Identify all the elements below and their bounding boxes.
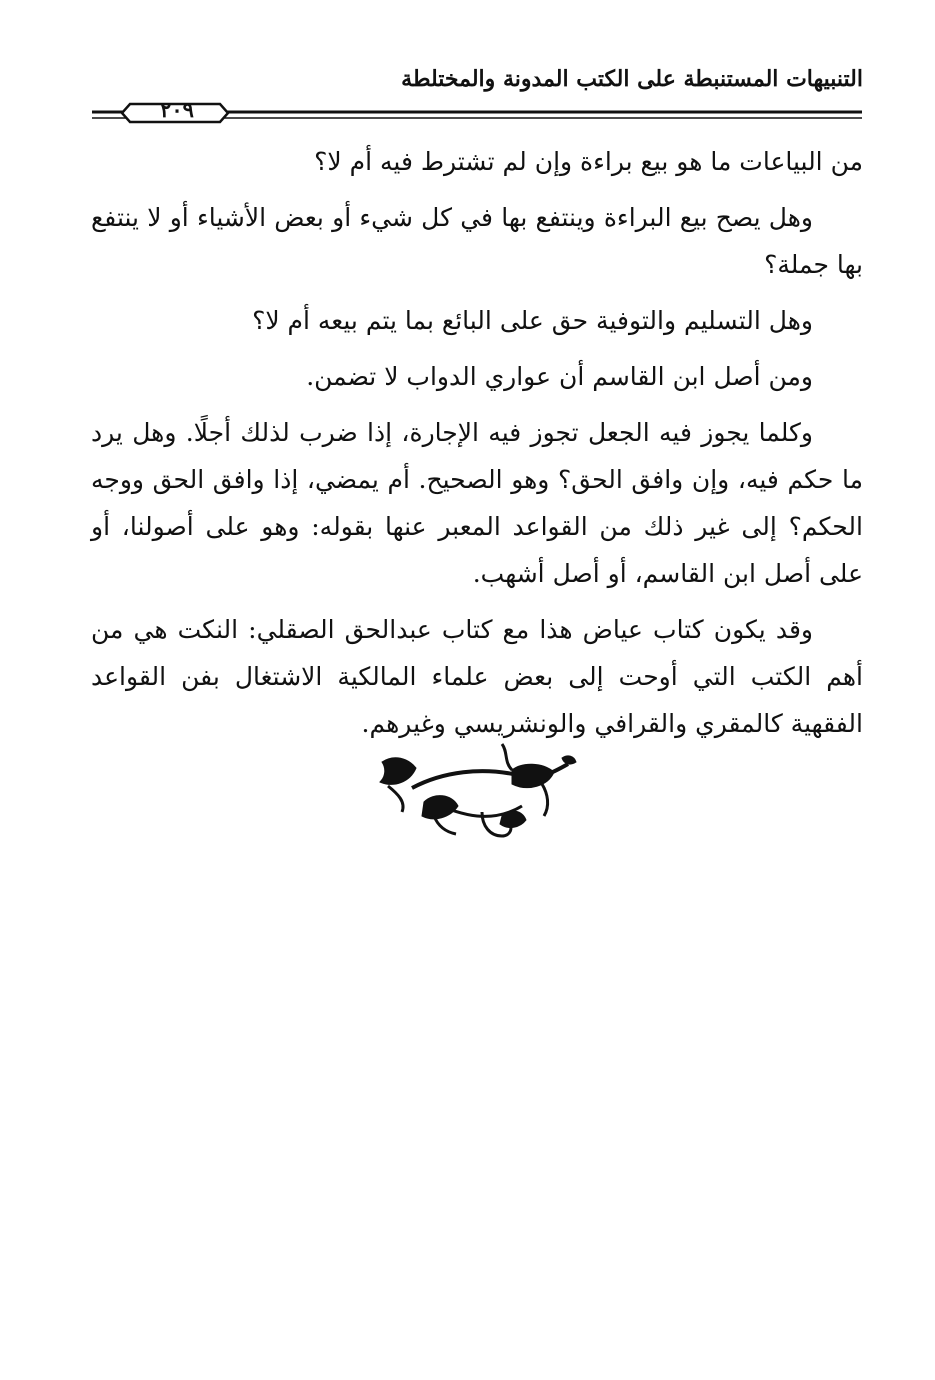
floral-ornament-icon [372, 736, 582, 844]
page-number: ٢٠٩ [160, 96, 194, 122]
paragraph: وقد يكون كتاب عياض هذا مع كتاب عبدالحق الصقلي: النكت هي من أهم الكتب التي أوحت إلى بعض علماء المالكية الاشتغال بفن القواعد الفقهية كالمقري والقرافي والونشريسي وغيرهم. [91, 615, 863, 738]
body-text [91, 138, 863, 756]
paragraph: من البياعات ما هو بيع براءة وإن لم تشترط فيه أم لا؟ [314, 147, 863, 176]
paragraph: ومن أصل ابن القاسم أن عواري الدواب لا تضمن. [306, 362, 813, 391]
paragraph: وكلما يجوز فيه الجعل تجوز فيه الإجارة، إذا ضرب لذلك أجلًا. وهل يرد ما حكم فيه، وإن وافق الحق؟ وهو الصحيح. أم يمضي، إذا وافق الحق ووجه الحكم؟ إلى غير ذلك من القواعد المعبر عنها بقوله: وهو على أصولنا، أو على أصل ابن القاسم، أو أصل أشهب. [91, 418, 863, 588]
paragraph: وهل يصح بيع البراءة وينتفع بها في كل شيء أو بعض الأشياء أو لا ينتفع بها جملة؟ [91, 203, 863, 279]
running-header-title: التنبيهات المستنبطة على الكتب المدونة والمختلطة [401, 66, 863, 92]
paragraph: وهل التسليم والتوفية حق على البائع بما يتم بيعه أم لا؟ [252, 306, 813, 335]
